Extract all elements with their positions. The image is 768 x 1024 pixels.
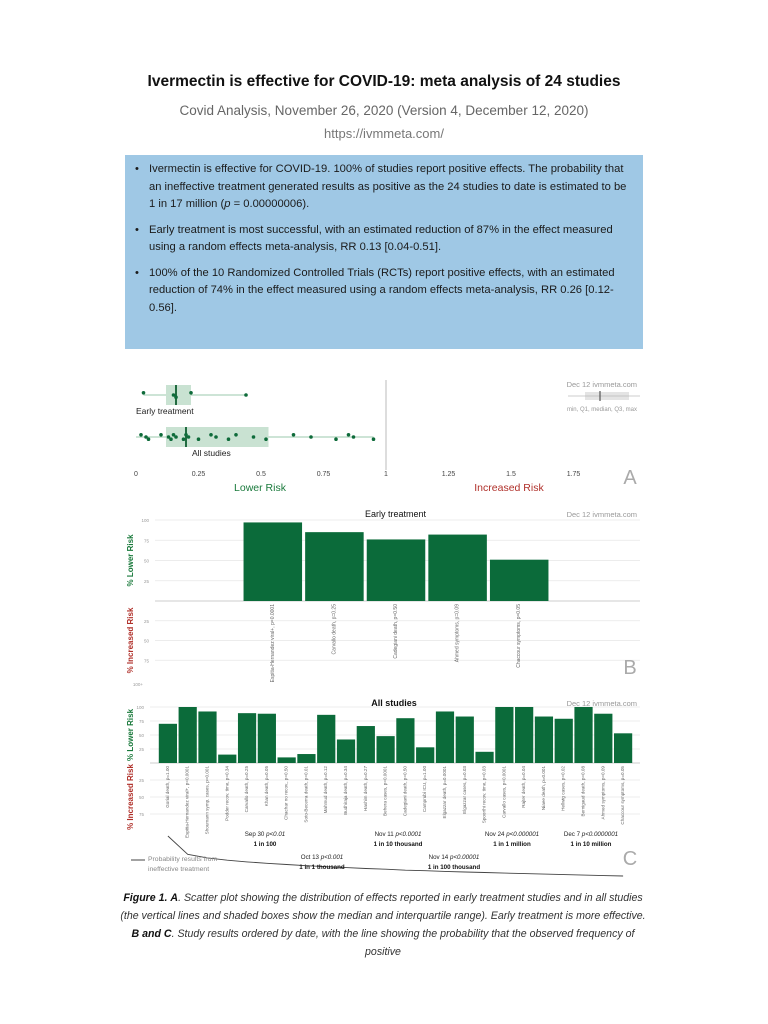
annotation-odds: 1 in 100 thousand bbox=[427, 864, 481, 871]
bullet-text-after: = 0.00000006). bbox=[230, 198, 310, 210]
data-point bbox=[174, 395, 178, 399]
y-tick-bottom: 100+ bbox=[132, 682, 143, 687]
data-point bbox=[347, 433, 351, 437]
y-tick-increased: 25 bbox=[143, 618, 149, 624]
bar-category-label: Cadegiani death, p=0.50 bbox=[402, 766, 408, 817]
bar bbox=[614, 733, 632, 763]
annotation-pvalue: p<0.01 bbox=[266, 831, 286, 838]
y-tick-increased: 50 bbox=[143, 638, 149, 644]
bar bbox=[367, 539, 426, 601]
y-tick-lower: 25 bbox=[138, 747, 144, 752]
y-axis-label-increased: % Increased Risk bbox=[126, 607, 135, 674]
bar-category-label: Ahmed symptoms, p=0.09 bbox=[454, 604, 461, 663]
bar bbox=[297, 754, 315, 763]
x-tick-label: 0.75 bbox=[316, 471, 331, 478]
bar bbox=[594, 714, 612, 763]
bar bbox=[515, 707, 533, 763]
paper-subtitle: Covid Analysis, November 26, 2020 (Version 4, December 12, 2020) bbox=[179, 103, 589, 118]
bar bbox=[317, 715, 335, 763]
caption-part-bc: B and C bbox=[131, 928, 172, 940]
data-point bbox=[234, 433, 238, 437]
bar bbox=[305, 532, 364, 601]
y-tick-increased: 50 bbox=[138, 795, 144, 800]
data-point bbox=[244, 393, 248, 397]
bullet-dot: • bbox=[135, 163, 139, 175]
watermark: Dec 12 ivmmeta.com bbox=[566, 699, 637, 708]
bar-category-label: Hellwig cases, p=0.02 bbox=[560, 766, 566, 811]
data-point bbox=[139, 433, 143, 437]
bar-category-label: Spoorthi recov. time, p=0.03 bbox=[481, 766, 487, 824]
bar-category-label: Gorial death, p=1.00 bbox=[164, 766, 170, 808]
figure-c-bar-chart bbox=[0, 693, 768, 883]
panel-letter-c: C bbox=[622, 848, 638, 870]
data-point bbox=[209, 433, 213, 437]
bar-category-label: Espitia-Hernandez viral+, p=0.0001 bbox=[269, 604, 276, 683]
y-tick-lower: 75 bbox=[143, 538, 149, 544]
x-tick-label: 1.5 bbox=[506, 471, 516, 478]
legend-text: min, Q1, median, Q3, max bbox=[566, 407, 637, 413]
annotation-date: Sep 30 bbox=[244, 831, 267, 838]
prob-legend-text: ineffective treatment bbox=[148, 866, 210, 873]
data-point bbox=[142, 391, 146, 395]
iqr-box bbox=[166, 385, 191, 405]
figure-b-bar-chart bbox=[0, 502, 768, 687]
annotation-date: Dec 7 bbox=[563, 831, 582, 838]
prob-legend-text: Probability results from bbox=[148, 856, 218, 863]
data-point bbox=[214, 435, 218, 439]
paper-url[interactable]: https://ivmmeta.com/ bbox=[324, 126, 444, 141]
data-point bbox=[182, 437, 186, 441]
bar bbox=[244, 522, 303, 601]
annotation-odds: 1 in 100 bbox=[253, 841, 277, 848]
data-point bbox=[189, 391, 193, 395]
caption-part-a: A bbox=[170, 892, 179, 904]
y-tick-lower: 100 bbox=[141, 518, 149, 523]
bullet-text: Early treatment is most successful, with an estimated reduction of 87% in the effect measured using a random effects meta-analysis, RR 0.13 [0.04-0.51]. bbox=[149, 223, 613, 253]
bar bbox=[278, 757, 296, 763]
data-point bbox=[174, 435, 178, 439]
annotation-date: Nov 14 bbox=[428, 854, 450, 861]
caption-text-a: . Scatter plot showing the distribution of effects reported in early treatment studies and in all studies (the vertical lines and shaded boxes show the median and interquartile range). Early treatment is more effective. bbox=[120, 892, 646, 922]
annotation-pvalue: p<0.0001 bbox=[395, 831, 422, 838]
y-tick-increased: 75 bbox=[138, 812, 144, 817]
y-axis-label-increased: % Increased Risk bbox=[126, 764, 135, 830]
data-point bbox=[264, 437, 268, 441]
summary-bullet bbox=[135, 222, 629, 257]
annotation-pvalue: p<0.00001 bbox=[449, 854, 480, 861]
summary-bullet bbox=[135, 265, 629, 318]
chart-title: All studies bbox=[371, 698, 417, 708]
bullet-text: Ivermectin is effective for COVID-19. 100% of studies report positive effects. The probability that an ineffective treatment generated results as positive as the 24 studies to date is estimated to be 1 in 17 million ( bbox=[149, 163, 627, 210]
bar bbox=[198, 711, 216, 763]
bar bbox=[337, 739, 355, 763]
annotation-date: Nov 11 bbox=[374, 831, 396, 838]
bar-category-label: Camprubí ICU, p=1.00 bbox=[422, 766, 428, 813]
annotation-p bbox=[485, 831, 539, 838]
y-tick-lower: 50 bbox=[143, 558, 149, 564]
bar-category-label: Soto-Becerra death, p=0.01 bbox=[303, 766, 309, 823]
summary-bullet bbox=[135, 161, 629, 214]
bar bbox=[428, 535, 487, 601]
bar-category-label: Chaccour symptoms, p=0.05 bbox=[620, 766, 626, 825]
figure-a-scatter bbox=[0, 375, 768, 495]
bar bbox=[159, 724, 177, 763]
bar bbox=[574, 707, 592, 763]
data-point bbox=[159, 433, 163, 437]
data-point bbox=[147, 437, 151, 441]
x-tick-label: 1.75 bbox=[566, 471, 581, 478]
bullet-italic: p bbox=[224, 198, 231, 210]
bar-category-label: Khan death, p=0.05 bbox=[263, 766, 269, 807]
bar-category-label: Behera cases, p=0.0001 bbox=[382, 766, 388, 816]
annotation-date: Nov 24 bbox=[484, 831, 507, 838]
y-axis-label-lower: % Lower Risk bbox=[126, 534, 135, 587]
data-point bbox=[252, 435, 256, 439]
data-point bbox=[334, 437, 338, 441]
data-point bbox=[227, 437, 231, 441]
figure-caption bbox=[118, 889, 648, 961]
bar-category-label: Chachar no recov., p=0.50 bbox=[283, 766, 289, 820]
paper-title: Ivermectin is effective for COVID-19: meta analysis of 24 studies bbox=[147, 73, 621, 90]
bar bbox=[238, 713, 256, 763]
annotation-odds: 1 in 1 thousand bbox=[299, 864, 345, 871]
bar bbox=[535, 717, 553, 763]
y-tick-lower: 100 bbox=[136, 705, 144, 710]
annotation-p bbox=[245, 831, 285, 838]
bar-category-label: Carvallo cases, p<0.0001 bbox=[501, 766, 507, 818]
bullet-dot: • bbox=[135, 223, 139, 236]
bar-category-label: Budhiraja death, p=0.34 bbox=[343, 766, 349, 815]
y-tick-lower: 50 bbox=[138, 733, 144, 738]
annotation-odds: 1 in 10 thousand bbox=[373, 841, 423, 848]
bar-category-label: Chaccour symptoms, p=0.05 bbox=[516, 604, 523, 668]
x-tick-label: 0.5 bbox=[256, 471, 266, 478]
annotation-p bbox=[564, 831, 618, 838]
bar-category-label: Niaee death, p=0.001 bbox=[540, 766, 546, 811]
bar-category-label: Carvallo death, p=0.25 bbox=[331, 604, 338, 655]
summary-box bbox=[125, 155, 643, 349]
chart-title: Early treatment bbox=[364, 509, 427, 519]
bar-category-label: Ahmed symptoms, p=0.09 bbox=[600, 766, 606, 820]
y-tick-lower: 25 bbox=[143, 578, 149, 584]
annotation-date: Oct 13 bbox=[300, 854, 321, 861]
annotation-p bbox=[301, 854, 344, 861]
annotation-odds: 1 in 10 million bbox=[570, 841, 612, 848]
summary-list bbox=[125, 155, 643, 317]
bar bbox=[555, 719, 573, 763]
annotation-pvalue: p<0.000001 bbox=[506, 831, 540, 838]
bar-category-label: Espitia-Hernandez viral+, p<0.0001 bbox=[184, 766, 190, 839]
bar-category-label: Bernigaud death, p=0.08 bbox=[580, 766, 586, 817]
bar-category-label: Cadegiani death, p=0.50 bbox=[393, 604, 399, 659]
data-point bbox=[197, 437, 201, 441]
increased-risk-label: Increased Risk bbox=[474, 482, 544, 494]
group-label: Early treatment bbox=[136, 406, 194, 416]
bar-category-label: Carvallo death, p=0.25 bbox=[244, 766, 250, 813]
y-tick-increased: 25 bbox=[138, 778, 144, 783]
annotation-p bbox=[429, 854, 480, 861]
bar-category-label: Rajter death, p=0.04 bbox=[521, 766, 527, 808]
caption-figure-label: Figure 1. bbox=[123, 892, 168, 904]
data-point bbox=[187, 435, 191, 439]
bar bbox=[495, 707, 513, 763]
annotation-p bbox=[375, 831, 422, 838]
bar bbox=[490, 560, 549, 601]
annotation-pvalue: p<0.001 bbox=[320, 854, 344, 861]
bar bbox=[416, 747, 434, 763]
bar-category-label: Elgazzar death, p=0.0001 bbox=[441, 766, 447, 819]
y-tick-increased: 75 bbox=[143, 658, 149, 664]
bar-category-label: Elgazzar cases, p=0.03 bbox=[461, 766, 467, 814]
caption-text-bc: . Study results ordered by date, with the line showing the probability that the observed frequency of positive bbox=[171, 928, 635, 958]
bar bbox=[357, 726, 375, 763]
bar bbox=[218, 755, 236, 763]
y-tick-lower: 75 bbox=[138, 719, 144, 724]
bar bbox=[436, 711, 454, 763]
bar-category-label: Mahmud death, p=0.12 bbox=[323, 766, 329, 814]
data-point bbox=[169, 437, 173, 441]
group-label: All studies bbox=[192, 448, 231, 458]
bar-category-label: Shoumann symp. cases, p=0.001 bbox=[204, 766, 210, 835]
x-tick-label: 0.25 bbox=[191, 471, 206, 478]
watermark: Dec 12 ivmmeta.com bbox=[566, 380, 637, 389]
bar-category-label: Hashim death, p=0.27 bbox=[362, 766, 368, 812]
y-axis-label-lower: % Lower Risk bbox=[126, 708, 135, 762]
data-point bbox=[372, 437, 376, 441]
bar bbox=[377, 736, 395, 763]
bullet-text: 100% of the 10 Randomized Controlled Trials (RCTs) report positive effects, with an estimated reduction of 74% in the effect measured using a random effects meta-analysis, RR 0.26 [0.12-0.56]. bbox=[149, 266, 615, 314]
x-tick-label: 1.25 bbox=[441, 471, 456, 478]
bar bbox=[258, 714, 276, 763]
bar bbox=[396, 718, 414, 763]
bullet-dot: • bbox=[135, 266, 139, 279]
bar bbox=[475, 752, 493, 763]
bar bbox=[456, 717, 474, 763]
panel-letter-b: B bbox=[623, 657, 637, 679]
bar bbox=[179, 707, 197, 763]
annotation-odds: 1 in 1 million bbox=[493, 841, 531, 848]
panel-letter-a: A bbox=[623, 467, 637, 489]
annotation-pvalue: p<0.0000001 bbox=[581, 831, 619, 838]
x-tick-label: 1 bbox=[384, 471, 388, 478]
data-point bbox=[352, 435, 356, 439]
watermark: Dec 12 ivmmeta.com bbox=[566, 510, 637, 519]
x-tick-label: 0 bbox=[134, 471, 138, 478]
bar-category-label: Podder recov. time, p=0.34 bbox=[224, 766, 230, 821]
data-point bbox=[309, 435, 313, 439]
data-point bbox=[292, 433, 296, 437]
lower-risk-label: Lower Risk bbox=[234, 482, 286, 494]
